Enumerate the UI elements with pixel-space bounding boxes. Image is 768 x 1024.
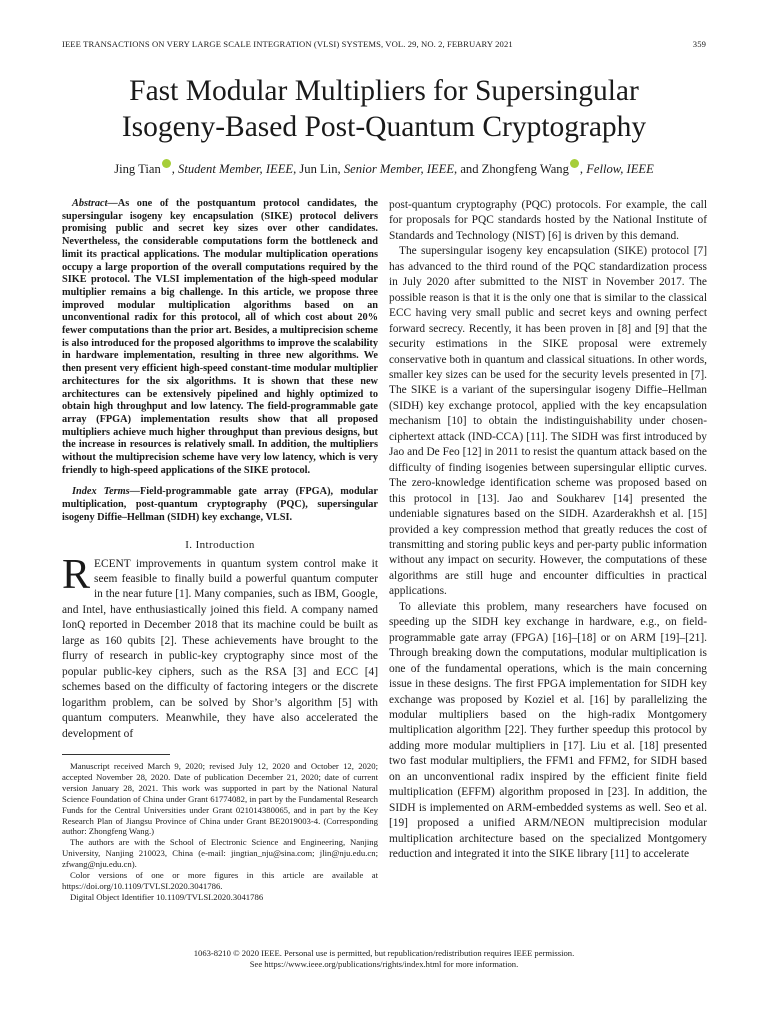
intro-text: ECENT improvements in quantum system control make it seem feasible to finally build a powerful quantum computer in the near future [1]. Many companies, such as IBM, Google, and Intel, have enthusiastically joined this field. A company named IonQ reported in December 2018 that its machine could be built as large as 160 qubits [2]. These achievements have brought to the flurry of research in public-key cryptography since most of the popular public-key ciphers, such as the RSA [3] and ECC [4] schemes based on the difficulty of factoring integers or the discrete logarithm problem, can be solved by Shor’s algorithm [5] with quantum computers. Meanwhile, they have also accelerated the development of bbox=[62, 557, 378, 740]
footnote-manuscript: Manuscript received March 9, 2020; revised July 12, 2020 and October 12, 2020; accepted November 28, 2020. Date of publication December 21, 2020; date of current version January 28, 2021. This work was supported in part by the National Natural Science Foundation of China under Grant 61774082, in part by the Fundamental Research Funds for the Central Universities under Grant 021014380065, and in part by the Key Research Plan of Jiangsu Province of China under Grant BE2019003-4. (Corresponding author: Zhongfeng Wang.) bbox=[62, 761, 378, 837]
footnote-affiliation: The authors are with the School of Electronic Science and Engineering, Nanjing University, Nanjing 210023, China (e-mail: jingtian_nju@sina.com; jlin@nju.edu.cn; zfwang@nju.edu.cn). bbox=[62, 837, 378, 870]
footnote-doi: Digital Object Identifier 10.1109/TVLSI.2020.3041786 bbox=[70, 891, 264, 902]
author-list: Jing Tian , Student Member, IEEE, Jun Lin, Senior Member, IEEE, and Zhongfeng Wang , Fellow, IEEE bbox=[30, 159, 738, 177]
abstract-text: As one of the postquantum protocol candidates, the supersingular isogeny key encapsulation (SIKE) protocol delivers promising public and secret key sizes over other candidates. Nevertheless, the considerable computations form the bottleneck and limit its practical applications. The modular multiplication operations occupy a large proportion of the overall computations required by the SIKE protocol. The VLSI implementation of the high-speed modular multiplier remains a big challenge. In this article, we propose three improved modular multiplication algorithms based on an unconventional radix for this protocol, all of which cost about 20% fewer computations than the prior art. Besides, a multiprecision scheme is also introduced for the proposed algorithms to improve the scalability in hardware implementation, resulting in three new algorithms. We then present very efficient high-speed constant-time modular multiplier architectures for the six algorithms. It is shown that these new architectures can be extensively pipelined and highly optimized to obtain high throughput and low latency. The field-programmable gate array (FPGA) implementation results show that all proposed multipliers achieve much higher throughput than previous designs, but the increase in resources is relatively small. In addition, the multipliers without the multiprecision scheme have very low latency, which is very friendly to high-speed applications of the SIKE protocol. bbox=[62, 198, 378, 476]
footnote-color: Color versions of one or more figures in this article are available at https://doi.org/10.1109/TVLSI.2020.3041786. bbox=[62, 870, 378, 891]
orcid-icon[interactable] bbox=[162, 159, 171, 168]
author-2-role: Senior Member, IEEE bbox=[343, 162, 455, 176]
copyright-notice bbox=[60, 948, 708, 970]
right-column bbox=[389, 198, 707, 862]
author-1-name: Jing Tian bbox=[114, 162, 161, 176]
body-paragraph: The supersingular isogeny key encapsulation (SIKE) protocol [7] has advanced to the third round of the PQC standardization process in July 2020 after submitted to the NIST in November 2017. The possible reason is that it is the only one that is similar to the classical ECC having very small public and secret keys and owning perfect forward secrecy. Recently, it has been proven in [8] and [9] that the security estimations in the SIKE proposal were extremely conservative both in quantum and classical situations. In other words, smaller key sizes can be used for the security levels presented in [7]. The SIKE is a variant of the supersingular isogeny Diffie–Hellman (SIDH) key exchange protocol, applied with the key encapsulation mechanism [10] to obtain the indistinguishability under chosen-ciphertext attack (IND-CCA) [11]. The SIDH was first introduced by Jao and De Feo [12] in 2011 to resist the quantum attack based on the difficulty of finding isogenies between supersingular elliptic curves. The zero-knowledge identification scheme was proposed based on this protocol in [13]. Jao and Soukharev [14] presented the undeniable signatures based on the SIDH. Azarderakhsh et al. [15] provided a key compression method that greatly reduces the cost of transmitting and storing public keys and per-party public information without any impact on security. However, the computations of these algorithms are still huge and encounter difficulties in practical applications. bbox=[389, 245, 707, 598]
body-paragraph: post-quantum cryptography (PQC) protocols. For example, the call for proposals for PQC standards hosted by the National Institute of Standards and Technology (NIST) [6] is driven by this demand. bbox=[389, 199, 707, 242]
orcid-icon[interactable] bbox=[570, 159, 579, 168]
journal-name: IEEE TRANSACTIONS ON VERY LARGE SCALE INTEGRATION (VLSI) SYSTEMS, VOL. 29, NO. 2, FEBRUARY 2021 bbox=[62, 39, 513, 49]
index-terms-label: Index Terms— bbox=[72, 486, 140, 498]
abstract-label: Abstract— bbox=[72, 198, 118, 209]
index-terms bbox=[62, 486, 378, 524]
section-heading: I. Introduction bbox=[185, 538, 255, 551]
author-1-role: Student Member, IEEE bbox=[178, 162, 294, 176]
copyright-line-1: 1063-8210 © 2020 IEEE. Personal use is permitted, but republication/redistribution requires IEEE permission. bbox=[193, 948, 575, 958]
running-header bbox=[62, 39, 706, 49]
title-line-2: Isogeny-Based Post-Quantum Cryptography bbox=[121, 111, 647, 143]
paper-title bbox=[40, 73, 728, 145]
author-2-name: Jun Lin bbox=[299, 162, 338, 176]
intro-paragraph bbox=[62, 551, 378, 742]
copyright-line-2: See https://www.ieee.org/publications/rights/index.html for more information. bbox=[249, 959, 519, 969]
body-paragraph: To alleviate this problem, many researchers have focused on speeding up the SIDH key exchange in hardware, e.g., on field-programmable gate array (FPGA) [16]–[18] or on ARM [19]–[21]. Through breaking down the computations, modular multiplication is one of the fundamental operations, which is the main concerning issue in these designs. The first FPGA implementation for SIDH key exchange was proposed by Koziel et al. [16] by parallelizing the modular multipliers based on the high-radix Montgomery multiplication algorithm [22]. They further speedup this protocol by adding more modular multipliers in [17]. Liu et al. [18] presented two fast modular multipliers, the FFM1 and FFM2, for SIDH based on an unconventional radix inspired by the efficient finite field multiplication (EFFM) algorithm proposed in [23]. In addition, the SIDH is implemented on ARM-embedded systems as well. Seo et al. [19] proposed a unified ARM/NEON multiprecision modular multiplication architecture based on the specialized Montgomery reduction and integrated it into the SIKE library [11] to accelerate bbox=[389, 600, 707, 861]
author-3-role: Fellow, IEEE bbox=[586, 162, 654, 176]
drop-cap: R bbox=[62, 551, 91, 598]
footnote-divider bbox=[62, 754, 170, 755]
title-line-1: Fast Modular Multipliers for Supersingular bbox=[129, 75, 639, 107]
page-number: 359 bbox=[692, 39, 706, 49]
index-terms-text: Field-programmable gate array (FPGA), modular multiplication, post-quantum cryptography (PQC), supersingular isogeny Diffie–Hellman (SIDH) key exchange, VLSI. bbox=[62, 486, 378, 523]
author-3-name: and Zhongfeng Wang bbox=[460, 162, 569, 176]
abstract bbox=[62, 198, 378, 477]
left-column bbox=[62, 198, 378, 903]
